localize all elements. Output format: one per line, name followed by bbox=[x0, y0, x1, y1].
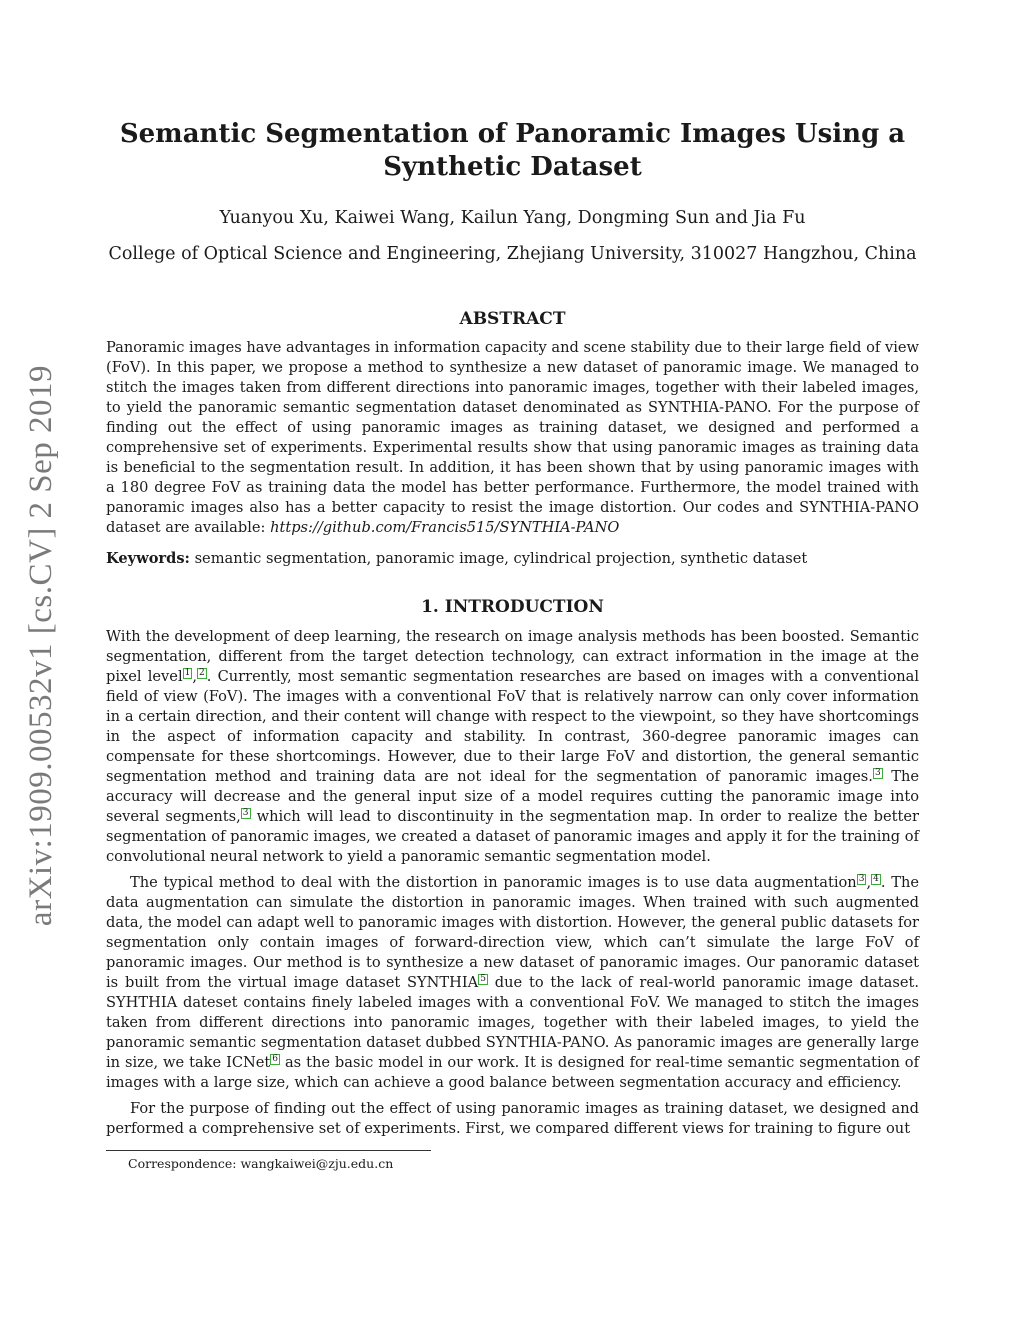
intro-p2-text-a: The typical method to deal with the distortion in panoramic images is to use data augmentation bbox=[130, 874, 857, 891]
intro-p1-text-a: With the development of deep learning, the research on image analysis methods has been boosted. Semantic segmentation, different from the target detection technology, can extract information in the image at the pixel level bbox=[106, 628, 919, 685]
correspondence-footnote: Correspondence: wangkaiwei@zju.edu.cn bbox=[128, 1156, 394, 1171]
introduction-heading: 1. INTRODUCTION bbox=[421, 597, 604, 617]
keywords-text: semantic segmentation, panoramic image, cylindrical projection, synthetic dataset bbox=[194, 550, 808, 567]
citation-separator: , bbox=[866, 874, 872, 891]
paper-title bbox=[106, 118, 919, 184]
citation-link[interactable]: 3 bbox=[874, 768, 881, 778]
arxiv-identifier: arXiv:1909.00532v1 [cs.CV] 2 Sep 2019 bbox=[23, 364, 60, 926]
citation-link[interactable]: 2 bbox=[199, 668, 205, 678]
footnote-divider bbox=[106, 1150, 431, 1151]
abstract-text: Panoramic images have advantages in information capacity and scene stability due to their large field of view (FoV). In this paper, we propose a method to synthesize a new dataset of panoramic image. We managed to stitch the images taken from different directions into panoramic images, together with their labeled images, to yield the panoramic semantic segmentation dataset denominated as SYNTHIA-PANO. For the purpose of finding out the effect of using panoramic images as training dataset, we designed and performed a comprehensive set of experiments. Experimental results show that using panoramic images as training data is beneficial to the segmentation result. In addition, it has been shown that by using panoramic images with a 180 degree FoV as training data the model has better performance. Furthermore, the model trained with panoramic images also has a better capacity to resist the image distortion. Our codes and SYNTHIA-PANO dataset are available: bbox=[106, 339, 919, 536]
code-url-link[interactable]: https://github.com/Francis515/SYNTHIA-PANO bbox=[270, 519, 620, 536]
arxiv-sidebar bbox=[22, 360, 62, 930]
citation-link[interactable]: 5 bbox=[480, 974, 486, 984]
intro-paragraph-3: For the purpose of finding out the effect of using panoramic images as training dataset, we designed and performed a comprehensive set of experiments. First, we compared different views for training to figure out bbox=[106, 1100, 919, 1137]
citation-separator: , bbox=[192, 668, 197, 685]
abstract-heading: ABSTRACT bbox=[459, 309, 566, 329]
intro-p1-text-d: which will lead to discontinuity in the segmentation map. In order to realize the better segmentation of panoramic images, we created a dataset of panoramic images and apply it for the training of convolutional neural network to yield a panoramic semantic segmentation model. bbox=[106, 808, 919, 865]
citation-link[interactable]: 1 bbox=[184, 668, 191, 678]
title-line-1: Semantic Segmentation of Panoramic Images Using a bbox=[119, 119, 906, 149]
keywords bbox=[106, 549, 919, 569]
intro-paragraph-2 bbox=[106, 873, 919, 1093]
citation-link[interactable]: 3 bbox=[242, 808, 249, 818]
citation-link[interactable]: 3 bbox=[858, 874, 865, 884]
intro-p1-text-c: The accuracy will decrease and the general input size of a model requires cutting the panoramic image into several segments, bbox=[106, 768, 919, 825]
paper-page bbox=[106, 118, 919, 1139]
citation-link[interactable]: 4 bbox=[873, 874, 879, 884]
affiliation: College of Optical Science and Engineering, Zhejiang University, 310027 Hangzhou, China bbox=[108, 244, 917, 264]
author-list: Yuanyou Xu, Kaiwei Wang, Kailun Yang, Dongming Sun and Jia Fu bbox=[219, 208, 806, 228]
intro-paragraph-1 bbox=[106, 627, 919, 867]
intro-p2-text-b: . The data augmentation can simulate the distortion in panoramic images. When trained with such augmented data, the model can adapt well to panoramic images with distortion. However, the general public datasets for segmentation only contain images of forward-direction view, which can’t simulate the large FoV of panoramic images. Our method is to synthesize a new dataset of panoramic images. Our panoramic dataset is built from the virtual image dataset SYNTHIA bbox=[106, 874, 919, 991]
keywords-label: Keywords: bbox=[106, 550, 190, 567]
intro-p1-text-b: . Currently, most semantic segmentation researches are based on images with a conventional field of view (FoV). The images with a conventional FoV that is relatively narrow can only cover information in a certain direction, and their content will change with respect to the viewpoint, so they have shortcomings in the aspect of information capacity and stability. In contrast, 360-degree panoramic images can compensate for these shortcomings. However, due to their large FoV and distortion, the general semantic segmentation method and training data are not ideal for the segmentation of panoramic images. bbox=[106, 668, 919, 785]
abstract-body bbox=[106, 338, 919, 538]
intro-p2-text-d: as the basic model in our work. It is designed for real-time semantic segmentation of images with a large size, which can achieve a good balance between segmentation accuracy and efficiency. bbox=[106, 1054, 919, 1091]
citation-link[interactable]: 6 bbox=[272, 1054, 279, 1064]
intro-p2-text-c: due to the lack of real-world panoramic image dataset. SYHTHIA dateset contains finely labeled images with a conventional FoV. We managed to stitch the images taken from different directions into panoramic images, together with their labeled images, to yield the panoramic semantic segmentation dataset dubbed SYNTHIA-PANO. As panoramic images are generally large in size, we take ICNet bbox=[106, 974, 919, 1071]
title-line-2: Synthetic Dataset bbox=[383, 152, 642, 182]
